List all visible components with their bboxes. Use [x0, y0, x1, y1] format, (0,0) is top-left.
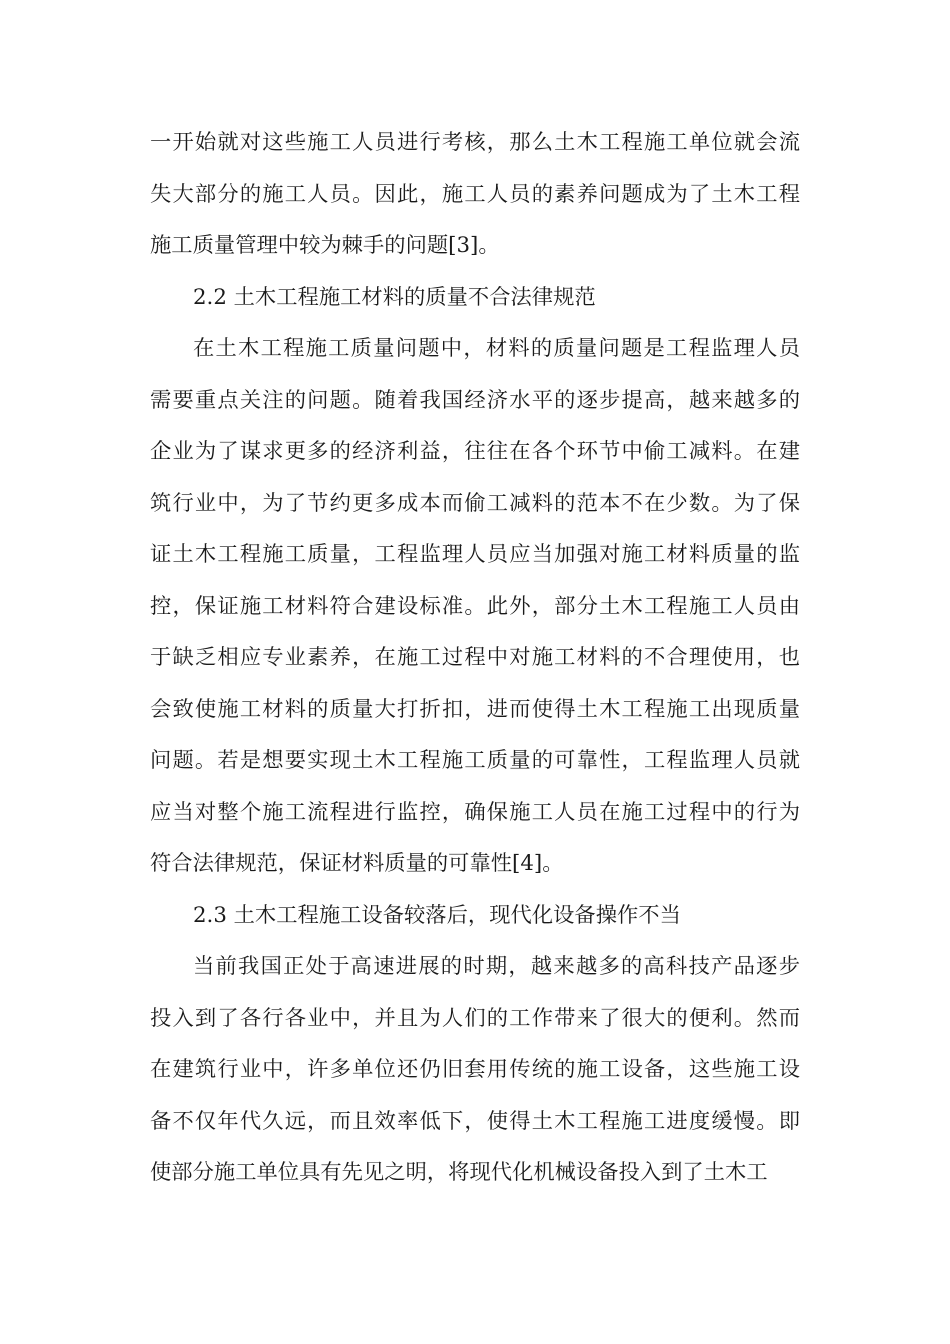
paragraph-line: 控，保证施工材料符合建设标准。此外，部分土木工程施工人员由: [150, 593, 800, 619]
paragraph-line: 证土木工程施工质量，工程监理人员应当加强对施工材料质量的监: [150, 542, 800, 567]
paragraph-line: 在建筑行业中，许多单位还仍旧套用传统的施工设备，这些施工设: [150, 1057, 800, 1082]
paragraph-line: 当前我国正处于高速进展的时期，越来越多的高科技产品逐步: [193, 954, 800, 979]
paragraph-line: 使部分施工单位具有先见之明，将现代化机械设备投入到了土木工: [150, 1160, 768, 1185]
paragraph-line: 失大部分的施工人员。因此，施工人员的素养问题成为了土木工程: [150, 181, 800, 207]
paragraph-equipment: [150, 941, 800, 1199]
paragraph-line: 符合法律规范，保证材料质量的可靠性[4]。: [150, 851, 564, 876]
paragraph-line: 于缺乏相应专业素养，在施工过程中对施工材料的不合理使用，也: [150, 645, 800, 670]
paragraph-line: 一开始就对这些施工人员进行考核，那么土木工程施工单位就会流: [150, 130, 800, 155]
paragraph-line: 应当对整个施工流程进行监控，确保施工人员在施工过程中的行为: [150, 799, 800, 825]
paragraph-line: 施工质量管理中较为棘手的问题[3]。: [150, 233, 500, 258]
section-heading-text: 2.2 土木工程施工材料的质量不合法律规范: [193, 284, 596, 310]
document-page: [150, 117, 800, 1199]
paragraph-line: 筑行业中，为了节约更多成本而偷工减料的范本不在少数。为了保: [150, 490, 800, 516]
paragraph-line: 会致使施工材料的质量大打折扣，进而使得土木工程施工出现质量: [150, 696, 800, 722]
paragraph-line: 投入到了各行各业中，并且为人们的工作带来了很大的便利。然而: [150, 1005, 800, 1031]
paragraph-line: 问题。若是想要实现土木工程施工质量的可靠性，工程监理人员就: [150, 748, 800, 773]
paragraph-line: 企业为了谋求更多的经济利益，往往在各个环节中偷工减料。在建: [150, 439, 800, 464]
paragraph-line: 在土木工程施工质量问题中，材料的质量问题是工程监理人员: [193, 336, 800, 361]
paragraph-continuation: [150, 117, 800, 272]
section-heading-2-3: [150, 890, 800, 942]
paragraph-line: 备不仅年代久远，而且效率低下，使得土木工程施工进度缓慢。即: [150, 1108, 800, 1134]
section-heading-text: 2.3 土木工程施工设备较落后，现代化设备操作不当: [193, 902, 681, 928]
section-heading-2-2: [150, 272, 800, 324]
paragraph-line: 需要重点关注的问题。随着我国经济水平的逐步提高，越来越多的: [150, 387, 800, 413]
paragraph-materials: [150, 323, 800, 890]
